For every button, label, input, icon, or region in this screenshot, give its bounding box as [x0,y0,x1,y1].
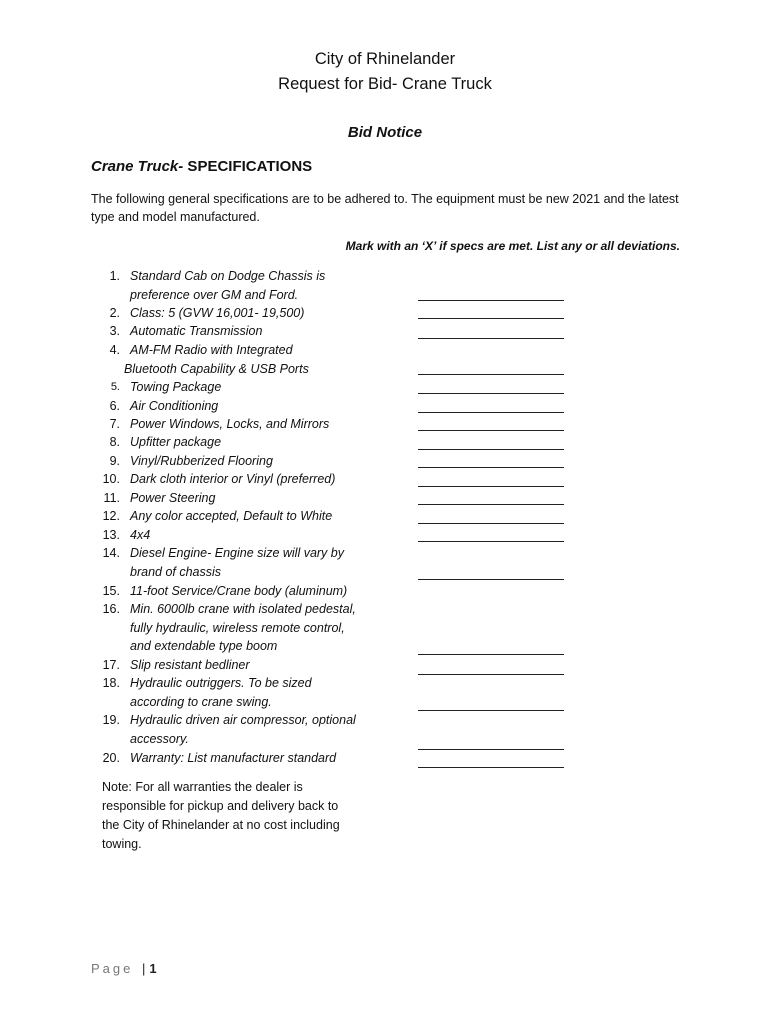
spec-item-text: Dark cloth interior or Vinyl (preferred) [130,472,336,486]
note-line: the City of Rhinelander at no cost including [102,818,340,832]
answer-line[interactable] [418,449,564,450]
spec-item-text: Air Conditioning [130,399,219,413]
answer-line[interactable] [418,318,564,319]
spec-item-number: 2. [109,306,120,320]
spec-item-text: Hydraulic driven air compressor, optional [130,713,356,727]
warranty-note [102,778,362,854]
spec-item-text: Automatic Transmission [130,324,263,338]
spec-item-number: 15. [102,584,120,598]
spec-item-number: 9. [109,454,120,468]
spec-item-text: preference over GM and Ford. [130,287,299,302]
page-label: Page [91,961,134,976]
intro-paragraph: The following general specifications are to be adhered to. The equipment must be new 2021 and the latest type and model manufactured. [91,192,679,224]
note-line: responsible for pickup and delivery back to [102,799,339,813]
answer-line[interactable] [418,430,564,431]
spec-item-text: Power Windows, Locks, and Mirrors [130,417,330,431]
answer-line[interactable] [418,374,564,375]
specifications-label: SPECIFICATIONS [183,158,313,175]
bid-notice-heading: Bid Notice [347,124,423,141]
spec-item-number: 16. [102,602,120,616]
spec-item-number: 12. [102,509,120,523]
spec-item-text: Min. 6000lb crane with isolated pedestal, [130,602,356,616]
spec-item-number: 14. [102,546,120,560]
spec-item-text: Slip resistant bedliner [130,658,250,672]
spec-item-number: 10. [102,472,120,486]
answer-line[interactable] [418,710,564,711]
spec-item-text: Standard Cab on Dodge Chassis is [130,269,326,283]
page-footer [91,961,157,976]
mark-instruction: Mark with an ‘X’ if specs are met. List any or all deviations. [345,239,680,253]
spec-item-number: 4. [109,343,120,357]
spec-item-text: 4x4 [130,528,151,542]
spec-item-number: 13. [102,528,120,542]
spec-item-number: 19. [102,713,120,727]
spec-item-number: 18. [102,676,120,690]
spec-item-number: 11. [103,491,120,505]
spec-item-text: AM-FM Radio with Integrated [130,343,293,357]
spec-item-number: 8. [109,435,120,449]
spec-item-text: accessory. [130,731,189,746]
note-line: towing. [102,837,142,851]
spec-item-number: 7. [109,417,120,431]
spec-item-number: 20. [102,751,120,765]
spec-item-text: Upfitter package [130,435,222,449]
spec-item-number: 17. [102,658,120,672]
page-number: 1 [149,961,157,976]
spec-item-text: Class: 5 (GVW 16,001- 19,500) [130,306,305,320]
spec-item-text: brand of chassis [130,564,222,579]
rfb-title: Request for Bid- Crane Truck [278,75,492,93]
spec-item-text: Any color accepted, Default to White [130,509,333,523]
spec-item-number: 5. [110,381,120,393]
spec-item-number: 6. [109,399,120,413]
answer-line[interactable] [418,338,564,339]
spec-item-number: 3. [109,324,120,338]
answer-line[interactable] [418,541,564,542]
spec-item-text: according to crane swing. [130,694,272,709]
answer-line[interactable] [418,300,564,301]
answer-line[interactable] [418,393,564,394]
spec-item-number: 1. [109,269,120,283]
spec-item-text: and extendable type boom [130,639,278,653]
answer-line[interactable] [418,749,564,750]
answer-line[interactable] [418,412,564,413]
spec-item-text: Vinyl/Rubberized Flooring [130,454,273,468]
answer-line[interactable] [418,654,564,655]
answer-line[interactable] [418,523,564,524]
answer-line[interactable] [418,504,564,505]
spec-item-text: Hydraulic outriggers. To be sized [130,676,312,690]
answer-line[interactable] [418,767,564,768]
crane-truck-label: Crane Truck- [91,158,184,175]
spec-item-text: Bluetooth Capability & USB Ports [124,361,309,376]
answer-line[interactable] [418,486,564,487]
answer-line[interactable] [418,467,564,468]
city-title: City of Rhinelander [314,50,456,68]
answer-line[interactable] [418,674,564,675]
spec-item-text: fully hydraulic, wireless remote control, [130,620,345,635]
spec-item-text: 11-foot Service/Crane body (aluminum) [130,584,348,598]
footer-separator: | [142,961,146,976]
spec-item-text: Power Steering [130,491,216,505]
spec-item-text: Diesel Engine- Engine size will vary by [130,546,344,560]
answer-line[interactable] [418,579,564,580]
spec-item-text: Warranty: List manufacturer standard [130,751,337,765]
spec-item-text: Towing Package [130,380,222,394]
note-line: Note: For all warranties the dealer is [102,780,303,794]
